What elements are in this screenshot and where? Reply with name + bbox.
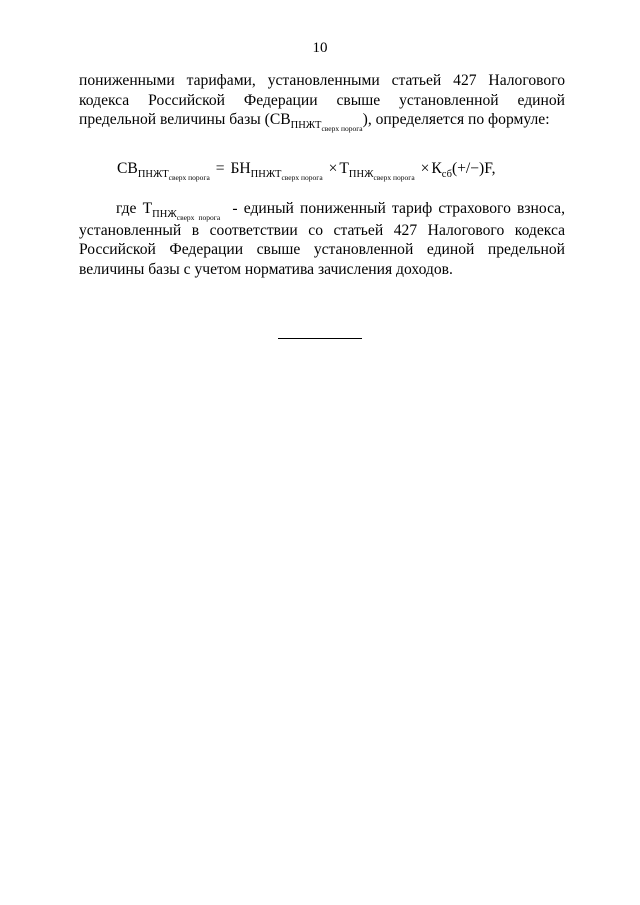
paragraph-intro-line-3-suffix: ), определяется по формуле: [362,111,550,128]
paragraph-intro-line-3-prefix: величины базы ( [160,111,270,128]
formula-term-bn: $БН_{ПНЖТ_{сверх порога}}$ [230,160,323,182]
paragraph-definition-line-2: установленный в соответствии со статьей 427 Налогового кодекса [79,221,565,239]
inline-symbol-sv: $СВ_{ПНЖТ_{сверх порога}}$ [269,111,363,133]
inline-symbol-t: $Т_{ПНЖ_{сверх порога}}$ [142,200,221,222]
paragraph-definition-line-3: Российской Федерации свыше установленной единой предельной [79,241,565,258]
paragraph-definition-line-4: величины базы с учетом норматива зачисления доходов. [79,260,453,278]
section-divider [278,338,362,339]
paragraph-intro-line-1: пониженными тарифами, установленными статьей 427 Налогового кодекса [79,72,565,109]
formula-term-t: $Т_{ПНЖ_{сверх порога}}$ [339,160,415,182]
paragraph-definition [79,199,565,279]
page-number: 10 [312,40,328,56]
formula-times-1: × [328,160,338,177]
paragraph-definition-line-1: - единый пониженный тариф страхового взноса, [226,200,566,217]
paragraph-intro-line-2: Российской Федерации свыше установленной единой предельной [79,91,565,128]
paragraph-definition-prefix: где [116,200,143,217]
formula-term-sv: $СВ_{ПНЖТ_{сверх порога}}$ [117,160,210,182]
paragraph-intro [79,71,565,132]
formula [117,160,496,182]
formula-term-k: $К_{сб}$ [431,160,452,180]
formula-tail: (+/−)F, [451,160,496,177]
formula-equals: = [215,160,225,177]
formula-times-2: × [420,160,430,177]
